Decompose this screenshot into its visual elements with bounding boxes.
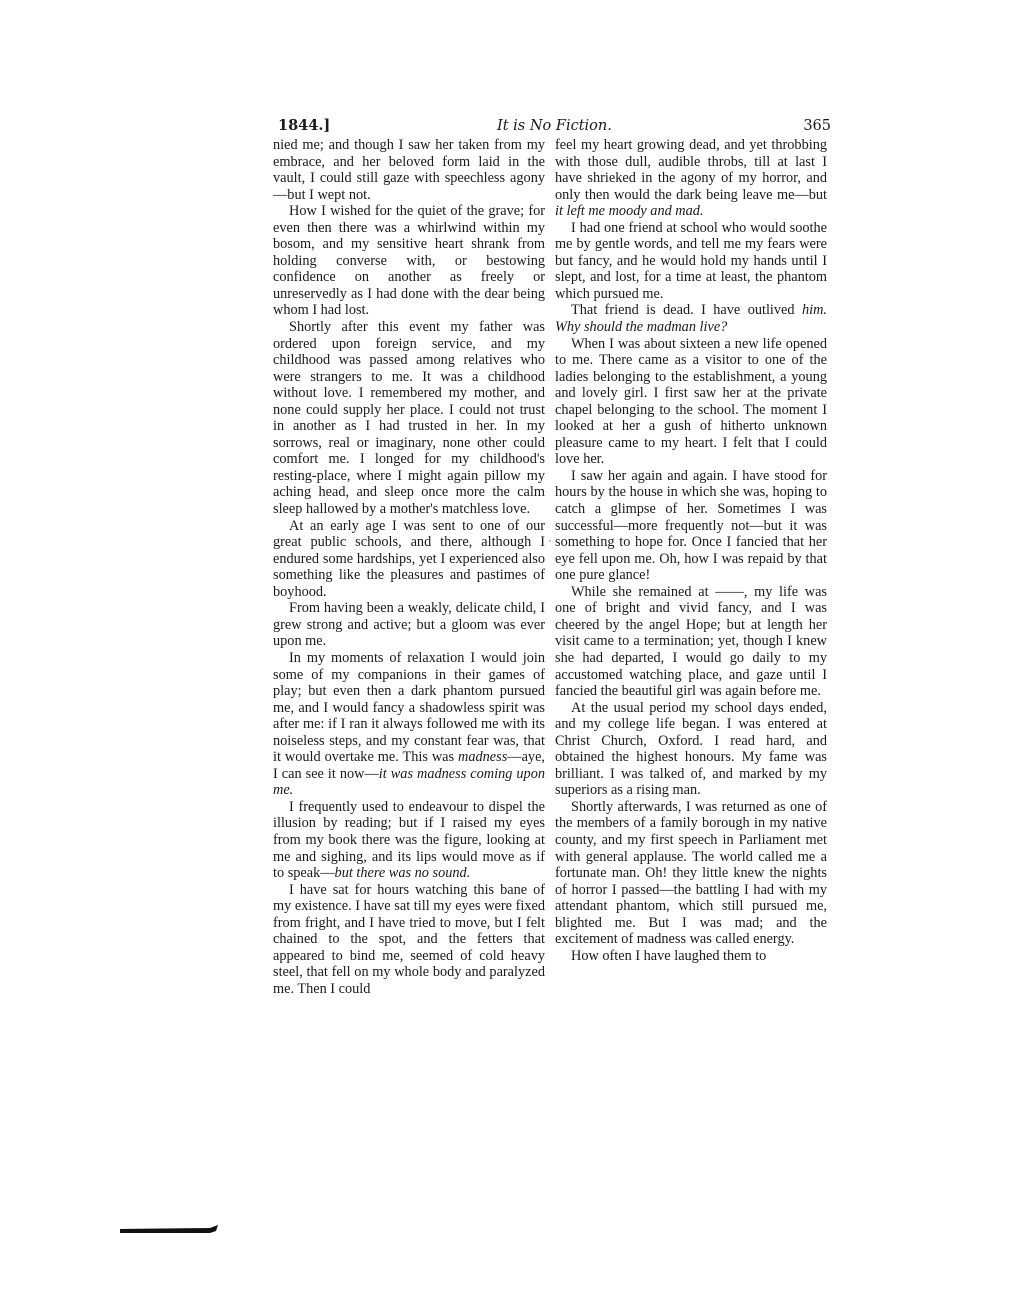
paragraph <box>555 137 827 220</box>
text-run: How I wished for the quiet of the grave; for even then there was a whirlwind within my bosom, and my sensitive heart shrank from holding converse with, or bestowing confidence on another as freely or unreservedly as I had done with the dear being whom I had lost. <box>273 203 545 319</box>
paragraph <box>273 137 545 203</box>
text-run: I have sat for hours watching this bane of my existence. I have sat till my eyes were fixed from fright, and I have tried to move, but I felt chained to the spot, and the fetters that appeared to bind me, seemed of cold heavy steel, that fell on my whole body and paralyzed me. Then I could <box>273 881 545 997</box>
paragraph <box>555 336 827 468</box>
paragraph <box>555 799 827 948</box>
text-run: feel my heart growing dead, and yet throbbing with those dull, audible throbs, till at last I have shrieked in the agony of my horror, and only then would the dark being leave me—but <box>555 137 827 203</box>
header-title: It is No Fiction. <box>497 118 612 134</box>
text-run: In my moments of relaxation I would join some of my companions in their games of play; but even then a dark phantom pursued me, and I would fancy a shadowless spirit was after me: if I ran it always followed me with its noiseless steps, and my constant fear was, that it would overtake me. This was <box>273 649 545 766</box>
scan-edge-mark <box>120 1225 218 1235</box>
text-run: Shortly afterwards, I was returned as one of the members of a family borough in my native county, and my first speech in Parliament met with general applause. The world called me a fortunate man. Oh! they little knew the nights of horror I passed—the battling I had with my attendant phantom, which still pursued me, blighted me. But I was mad; and the excitement of madness was called energy. <box>555 798 827 948</box>
text-run: I frequently used to endeavour to dispel the illusion by reading; but if I raised my eyes from my book there was the figure, looking at me and sighing, and its lips would move as if to speak— <box>273 798 545 882</box>
italic-text: madness <box>458 749 508 766</box>
italic-text: him. Why should the madman live? <box>555 302 827 336</box>
italic-text: it left me moody and mad. <box>555 203 704 220</box>
paragraph <box>273 518 545 601</box>
italic-text: but there was no sound. <box>334 865 471 882</box>
paragraph <box>555 220 827 303</box>
right-column <box>555 137 827 964</box>
paragraph <box>555 302 827 335</box>
paragraph <box>555 700 827 799</box>
text-run: Shortly after this event my father was ordered upon foreign service, and my childhood was passed among relatives who were strangers to me. It was a childhood without love. I remembered my mother, and none could supply her place. I could not trust in another as I had trusted in her. In my sorrows, real or imaginary, none other could comfort me. I longed for my childhood's resting-place, where I might again pillow my aching head, and sleep once more the calm sleep hallowed by a mother's matchless love. <box>273 319 545 518</box>
running-header <box>275 117 831 137</box>
paragraph <box>273 319 545 518</box>
left-column <box>273 137 545 997</box>
paragraph <box>555 584 827 700</box>
text-run: I saw her again and again. I have stood for hours by the house in which she was, hoping to catch a glimpse of her. Sometimes I was successful—more frequently not—but it was something to hope for. Once I fancied that her eye fell upon me. Oh, how I was repaid by that one pure glance! <box>555 467 827 584</box>
text-run: While she remained at ——, my life was one of bright and vivid fancy, and I was cheered by the angel Hope; but at length her visit came to a termination; yet, though I knew she had departed, I would go daily to my accustomed watching place, and gaze until I fancied the beautiful girl was again before me. <box>555 583 827 700</box>
text-run: I had one friend at school who would soothe me by gentle words, and tell me my fears were but fancy, and he would hold my hands until I slept, and lost, for a time at least, the phantom which pursued me. <box>555 219 827 302</box>
text-run: —aye, I can see it now— <box>273 749 545 782</box>
text-run: That friend is dead. I have outlived <box>571 302 802 319</box>
scan-speck: ˚ <box>548 540 552 549</box>
italic-text: it was madness coming upon me. <box>273 765 545 799</box>
paragraph <box>555 948 827 965</box>
text-run: When I was about sixteen a new life opened to me. There came as a visitor to one of the ladies belonging to the establishment, a young and lovely girl. I first saw her at the private chapel belonging to the school. The moment I looked at her a gush of hitherto unknown pleasure came to my heart. I felt that I could love her. <box>555 335 827 468</box>
paragraph <box>273 882 545 998</box>
text-run: At an early age I was sent to one of our great public schools, and there, although I endured some hardships, yet I experienced also something like the pleasures and pastimes of boyhood. <box>273 517 545 600</box>
paragraph <box>555 468 827 584</box>
text-run: nied me; and though I saw her taken from my embrace, and her beloved form laid in the vault, I could still gaze with speechless agony—but I wept not. <box>273 137 545 203</box>
page-number: 365 <box>803 118 831 134</box>
paragraph <box>273 600 545 650</box>
paragraph <box>273 203 545 319</box>
text-run: How often I have laughed them to <box>571 947 767 964</box>
paragraph <box>273 650 545 799</box>
paragraph <box>273 799 545 882</box>
text-run: From having been a weakly, delicate child, I grew strong and active; but a gloom was ever upon me. <box>273 600 545 650</box>
text-run: At the usual period my school days ended, and my college life began. I was entered at Christ Church, Oxford. I read hard, and obtained the highest honours. My fame was brilliant. I was talked of, and marked by my superiors as a rising man. <box>555 699 827 799</box>
header-year: 1844.] <box>278 117 331 134</box>
